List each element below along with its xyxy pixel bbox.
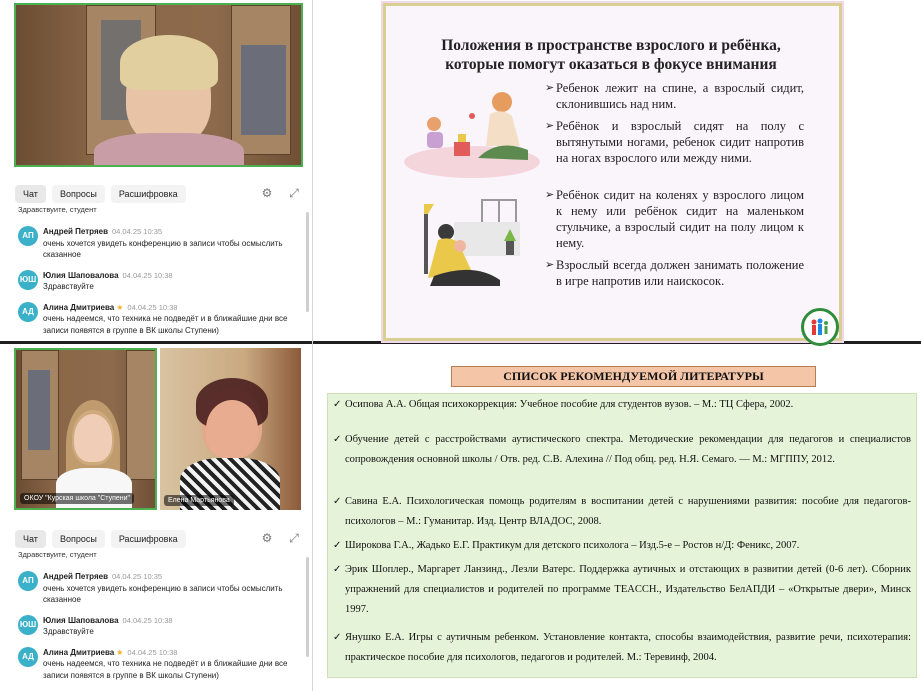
chat-messages [18,205,306,336]
presentation-slide [315,350,921,691]
chat-scrollbar[interactable] [306,212,309,312]
reference-item [331,536,911,556]
chat-message [18,302,306,337]
message-time: 04.04.25 10:38 [122,615,173,625]
star-icon: ★ [116,302,124,312]
slide-title-line: Положения в пространстве взрослого и ребёнка, [441,37,781,54]
checkmark-icon: ✓ [333,434,342,445]
reference-text: Эрик Шоплер., Маргарет Ланзинд., Лезли Ватерс. Поддержка аутичных и отстающих в развитии детей (0-6 лет). Сборник упражнений для специалистов и родителей по программе TEACCH., Издательство БелАПДИ – «Открытые двери», Минск 1997. [345,564,911,615]
slide-bullet [545,257,804,289]
avatar: ЮШ [18,615,38,635]
column-separator [312,0,313,691]
bookshelf-glass [28,370,50,450]
arrow-icon: ➢ [545,259,555,271]
tab-chat[interactable]: Чат [15,185,46,203]
participant-face [206,400,258,458]
avatar: ЮШ [18,270,38,290]
author-name: Андрей Петряев [43,572,108,581]
tab-questions[interactable]: Вопросы [52,185,105,203]
reference-text: Савина Е.А. Психологическая помощь родителям в воспитании детей с нарушениями развития: пособие для педагогов-психологов – М.: Гуманитар. Изд. Центр ВЛАДОС, 2008. [345,496,911,527]
slide-title-line: которые помогут оказаться в фокусе внимания [445,56,777,73]
author-name: Алина Дмитриева [43,647,115,657]
participant-name-label: ОКОУ "Курская школа "Ступени" [20,493,134,504]
reference-item [331,560,911,620]
chat-scrollbar[interactable] [306,557,309,657]
checkmark-icon: ✓ [333,399,342,410]
checkmark-icon: ✓ [333,540,342,551]
chat-tabs [15,185,186,203]
expand-icon[interactable]: ⤢ [289,186,299,200]
slide-bullet [545,118,804,166]
message-text: очень надеемся, что техника не подведёт и в ближайшие дни все записи появятся в группе в ВК школы Ступени) [43,314,288,335]
slide-bullet-text: Ребёнок сидит на коленях у взрослого лицом к нему или ребёнок сидит на маленьком стульчике, а взрослый сидит на полу лицом к нему. [556,188,804,250]
message-time: 04.04.25 10:38 [122,270,173,280]
checkmark-icon: ✓ [333,496,342,507]
arrow-icon: ➢ [545,120,555,132]
presentation-slide [383,3,842,341]
checkmark-icon: ✓ [333,632,342,643]
participant-name-label: Елена Мартьянова [164,495,234,506]
message-time: 04.04.25 10:35 [112,572,163,581]
illustration-play-on-floor [402,84,544,184]
avatar: АП [18,571,38,591]
reference-text: Широкова Г.А., Жадько Е.Г. Практикум для детского психолога – Изд.5-е – Ростов н/Д: Феникс, 2007. [345,540,800,551]
message-text: очень надеемся, что техника не подведёт и в ближайшие дни все записи появятся в группе в ВК школы Ступени) [43,659,288,680]
author-name: Юлия Шаповалова [43,615,119,625]
video-feed [16,5,301,165]
message-text: очень хочется увидеть конференцию в записи чтобы осмыслить сказанное [43,238,283,259]
family-icon [804,311,836,343]
video-feed [16,350,155,508]
video-tile-speaker[interactable] [14,3,303,167]
speaker-hair [120,35,218,90]
reference-item [331,492,911,532]
chat-messages [18,550,306,681]
reference-text: Обучение детей с расстройствами аутистического спектра. Методические рекомендации для педагогов и специалистов сопровождения основной школы / Отв. ред. С.В. Алехина // Под общ. ред. Н.Я. Семаго. — М.: МГППУ, 2012. [345,434,911,465]
avatar: АД [18,647,38,667]
video-tile-school[interactable] [14,348,157,510]
avatar: АД [18,302,38,322]
chat-message [18,615,306,638]
illustration-mother-child [424,196,529,296]
slide-bullet-text: Ребёнок и взрослый сидят на полу с вытянутыми ногами, ребенок сидит напротив на ногах взрослого или между ними. [556,119,804,165]
bookshelf-glass [241,45,286,135]
message-time: 04.04.25 10:38 [127,647,178,657]
slide-bullet-text: Взрослый всегда должен занимать положение в игре напротив или наискосок. [556,258,804,288]
author-name: Юлия Шаповалова [43,270,119,280]
chat-message [18,226,306,261]
gear-icon[interactable]: ⚙ [261,186,273,200]
video-feed [160,348,301,510]
chat-message [18,647,306,682]
arrow-icon: ➢ [545,189,555,201]
star-icon: ★ [116,647,124,657]
slide-bullet [545,187,804,251]
tab-transcript[interactable]: Расшифровка [111,185,186,203]
author-name: Алина Дмитриева [43,302,115,312]
reference-text: Янушко Е.А. Игры с аутичным ребенком. Установление контакта, способы взаимодействия, развитие речи, психотерапия: практическое пособие для психологов, педагогов и родителей. М.: Теревинф, 2004. [345,632,911,663]
chat-tabs [15,530,186,548]
message-text: очень хочется увидеть конференцию в записи чтобы осмыслить сказанное [43,583,283,604]
chat-message [18,270,306,293]
reference-item [331,628,911,668]
message-time: 04.04.25 10:35 [112,227,163,236]
gear-icon[interactable]: ⚙ [261,531,273,545]
slide-bullet-text: Ребенок лежит на спине, а взрослый сидит, склонившись над ним. [556,81,804,111]
reference-item [331,430,911,470]
chat-message [18,571,306,606]
checkmark-icon: ✓ [333,564,342,575]
slide-title [406,36,816,74]
avatar: АП [18,226,38,246]
tab-questions[interactable]: Вопросы [52,530,105,548]
slide-heading: СПИСОК РЕКОМЕНДУЕМОЙ ЛИТЕРАТУРЫ [451,366,816,387]
panel-separator [0,341,921,344]
arrow-icon: ➢ [545,82,555,94]
reference-text: Осипова А.А. Общая психокоррекция: Учебное пособие для студентов вузов. – М.: ТЦ Сфера, 2002. [345,399,794,410]
references-box [327,393,917,678]
expand-icon[interactable]: ⤢ [289,531,299,545]
message-text: Здравствуйте [43,627,94,636]
system-message: Здравствуите, студент [18,205,97,214]
participant-face [74,414,112,462]
slide-bullet [545,80,804,112]
bookshelf [126,350,157,480]
tab-transcript[interactable]: Расшифровка [111,530,186,548]
tab-chat[interactable]: Чат [15,530,46,548]
system-message: Здравствуите, студент [18,550,97,559]
reference-item [331,395,911,415]
speaker-clothing [94,133,244,167]
message-time: 04.04.25 10:38 [127,302,178,312]
school-logo [801,308,839,346]
author-name: Андрей Петряев [43,227,108,236]
video-tile-participant[interactable] [160,348,301,510]
message-text: Здравствуйте [43,282,94,291]
